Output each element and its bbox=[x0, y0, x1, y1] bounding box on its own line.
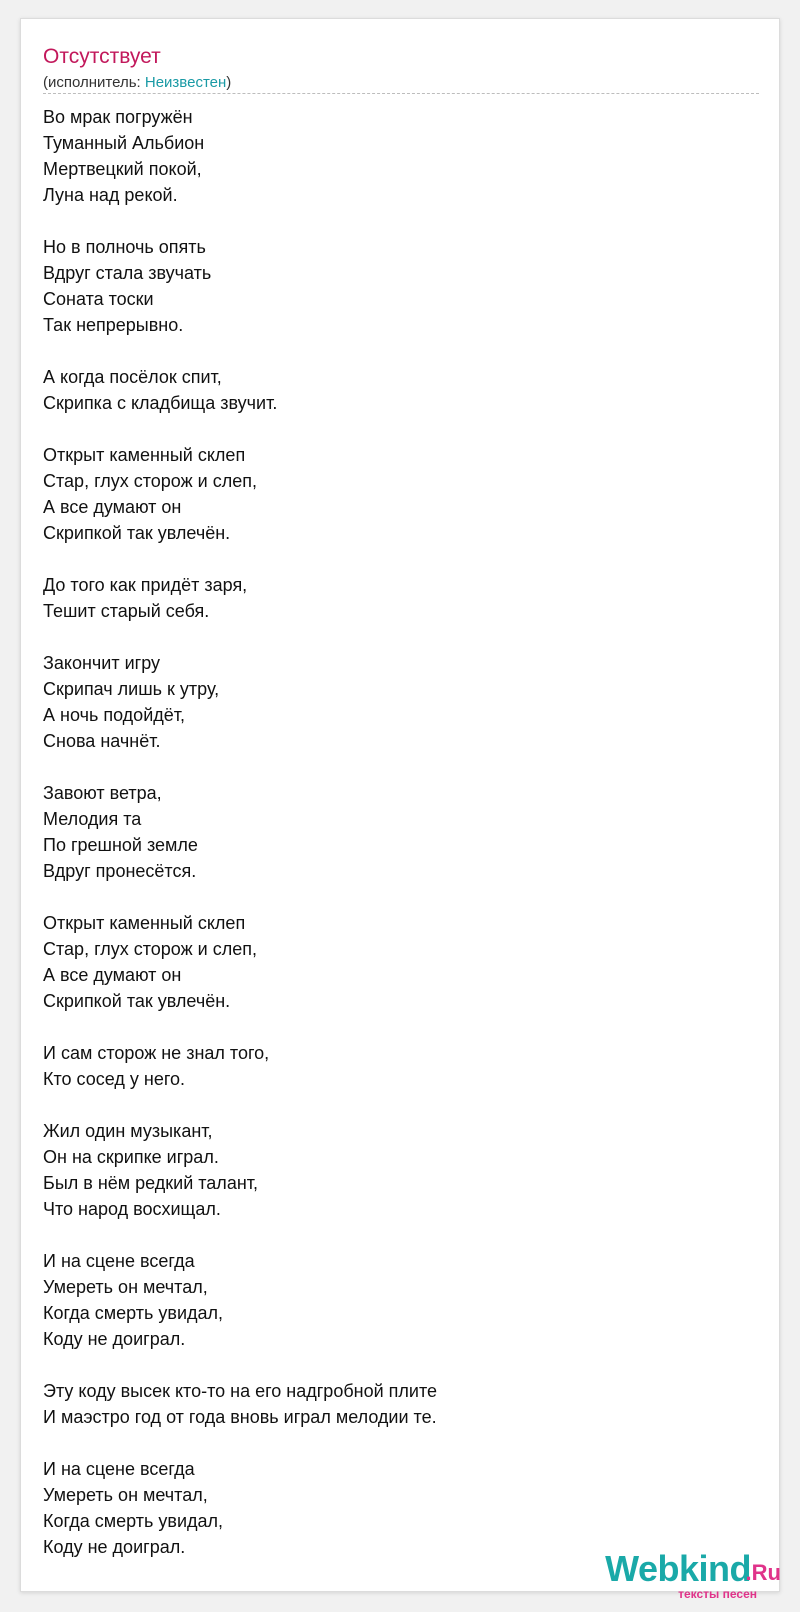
lyrics-line: И на сцене всегда bbox=[43, 1251, 195, 1271]
lyrics-line: Коду не доиграл. bbox=[43, 1329, 186, 1349]
artist-link[interactable]: Неизвестен bbox=[144, 74, 227, 91]
artist-line bbox=[43, 73, 231, 93]
lyrics-line: А все думают он bbox=[43, 497, 182, 517]
lyrics-line: Кто сосед у него. bbox=[43, 1069, 186, 1089]
artist-suffix: ) bbox=[226, 74, 232, 91]
lyrics-line: Жил один музыкант, bbox=[43, 1121, 213, 1141]
lyrics-stanza bbox=[43, 910, 759, 1014]
logo-main-text: Webkind bbox=[605, 1548, 751, 1589]
lyrics-line: Что народ восхищал. bbox=[43, 1199, 221, 1219]
lyrics-line: Луна над рекой. bbox=[43, 185, 178, 205]
lyrics-line: И сам сторож не знал того, bbox=[43, 1043, 270, 1063]
lyrics-line: Во мрак погружён bbox=[43, 107, 193, 127]
logo-tld-text: .Ru bbox=[745, 1560, 781, 1585]
lyrics-stanza bbox=[43, 650, 759, 754]
lyrics-line: А ночь подойдёт, bbox=[43, 705, 186, 725]
lyrics-line: Соната тоски bbox=[43, 289, 154, 309]
lyrics-stanza bbox=[43, 442, 759, 546]
lyrics-stanza bbox=[43, 1040, 759, 1092]
lyrics-line: А все думают он bbox=[43, 965, 182, 985]
song-title: Отсутствует bbox=[43, 45, 161, 68]
title-divider bbox=[43, 93, 759, 94]
lyrics-line: Скрипка с кладбища звучит. bbox=[43, 393, 278, 413]
lyrics-stanza bbox=[43, 780, 759, 884]
lyrics-stanza bbox=[43, 1378, 759, 1430]
lyrics-line: Вдруг стала звучать bbox=[43, 263, 212, 283]
lyrics-line: Туманный Альбион bbox=[43, 133, 205, 153]
lyrics-line: Умереть он мечтал, bbox=[43, 1485, 208, 1505]
lyrics-line: Скрипкой так увлечён. bbox=[43, 523, 231, 543]
lyrics-line: По грешной земле bbox=[43, 835, 198, 855]
lyrics-stanza bbox=[43, 364, 759, 416]
lyrics-line: Вдруг пронесётся. bbox=[43, 861, 197, 881]
lyrics-line: Закончит игру bbox=[43, 653, 161, 673]
lyrics-line: Умереть он мечтал, bbox=[43, 1277, 208, 1297]
lyrics-line: Мертвецкий покой, bbox=[43, 159, 202, 179]
lyrics-line: Когда смерть увидал, bbox=[43, 1511, 224, 1531]
lyrics-line: И маэстро год от года вновь играл мелодии те. bbox=[43, 1407, 437, 1427]
lyrics-line: Коду не доиграл. bbox=[43, 1537, 186, 1557]
logo-tagline: тексты песен bbox=[678, 1587, 757, 1601]
lyrics-stanza bbox=[43, 1118, 759, 1222]
lyrics-line: Снова начнёт. bbox=[43, 731, 161, 751]
lyrics-line: А когда посёлок спит, bbox=[43, 367, 222, 387]
lyrics-line: Стар, глух сторож и слеп, bbox=[43, 939, 257, 959]
lyrics-line: До того как придёт заря, bbox=[43, 575, 248, 595]
lyrics-stanza bbox=[43, 572, 759, 624]
lyrics-line: Открыт каменный склеп bbox=[43, 445, 246, 465]
webkind-logo[interactable] bbox=[581, 1549, 781, 1603]
lyrics-line: Эту коду высек кто-то на его надгробной плите bbox=[43, 1381, 438, 1401]
lyrics-line: Был в нём редкий талант, bbox=[43, 1173, 259, 1193]
lyrics-line: Открыт каменный склеп bbox=[43, 913, 246, 933]
lyrics-line: Когда смерть увидал, bbox=[43, 1303, 224, 1323]
lyrics-line: Так непрерывно. bbox=[43, 315, 184, 335]
lyrics-line: Он на скрипке играл. bbox=[43, 1147, 219, 1167]
lyrics-stanza bbox=[43, 1248, 759, 1352]
lyrics-stanza bbox=[43, 234, 759, 338]
lyrics-line: Мелодия та bbox=[43, 809, 142, 829]
lyrics-line: И на сцене всегда bbox=[43, 1459, 195, 1479]
lyrics-body bbox=[43, 104, 759, 1586]
lyrics-line: Завоют ветра, bbox=[43, 783, 162, 803]
lyrics-stanza bbox=[43, 104, 759, 208]
lyrics-stanza bbox=[43, 1456, 759, 1560]
lyrics-line: Скрипкой так увлечён. bbox=[43, 991, 231, 1011]
lyrics-line: Тешит старый себя. bbox=[43, 601, 210, 621]
artist-prefix: (исполнитель: bbox=[43, 74, 145, 91]
lyrics-line: Стар, глух сторож и слеп, bbox=[43, 471, 257, 491]
lyrics-line: Скрипач лишь к утру, bbox=[43, 679, 220, 699]
lyrics-card bbox=[20, 18, 781, 1601]
lyrics-line: Но в полночь опять bbox=[43, 237, 206, 257]
